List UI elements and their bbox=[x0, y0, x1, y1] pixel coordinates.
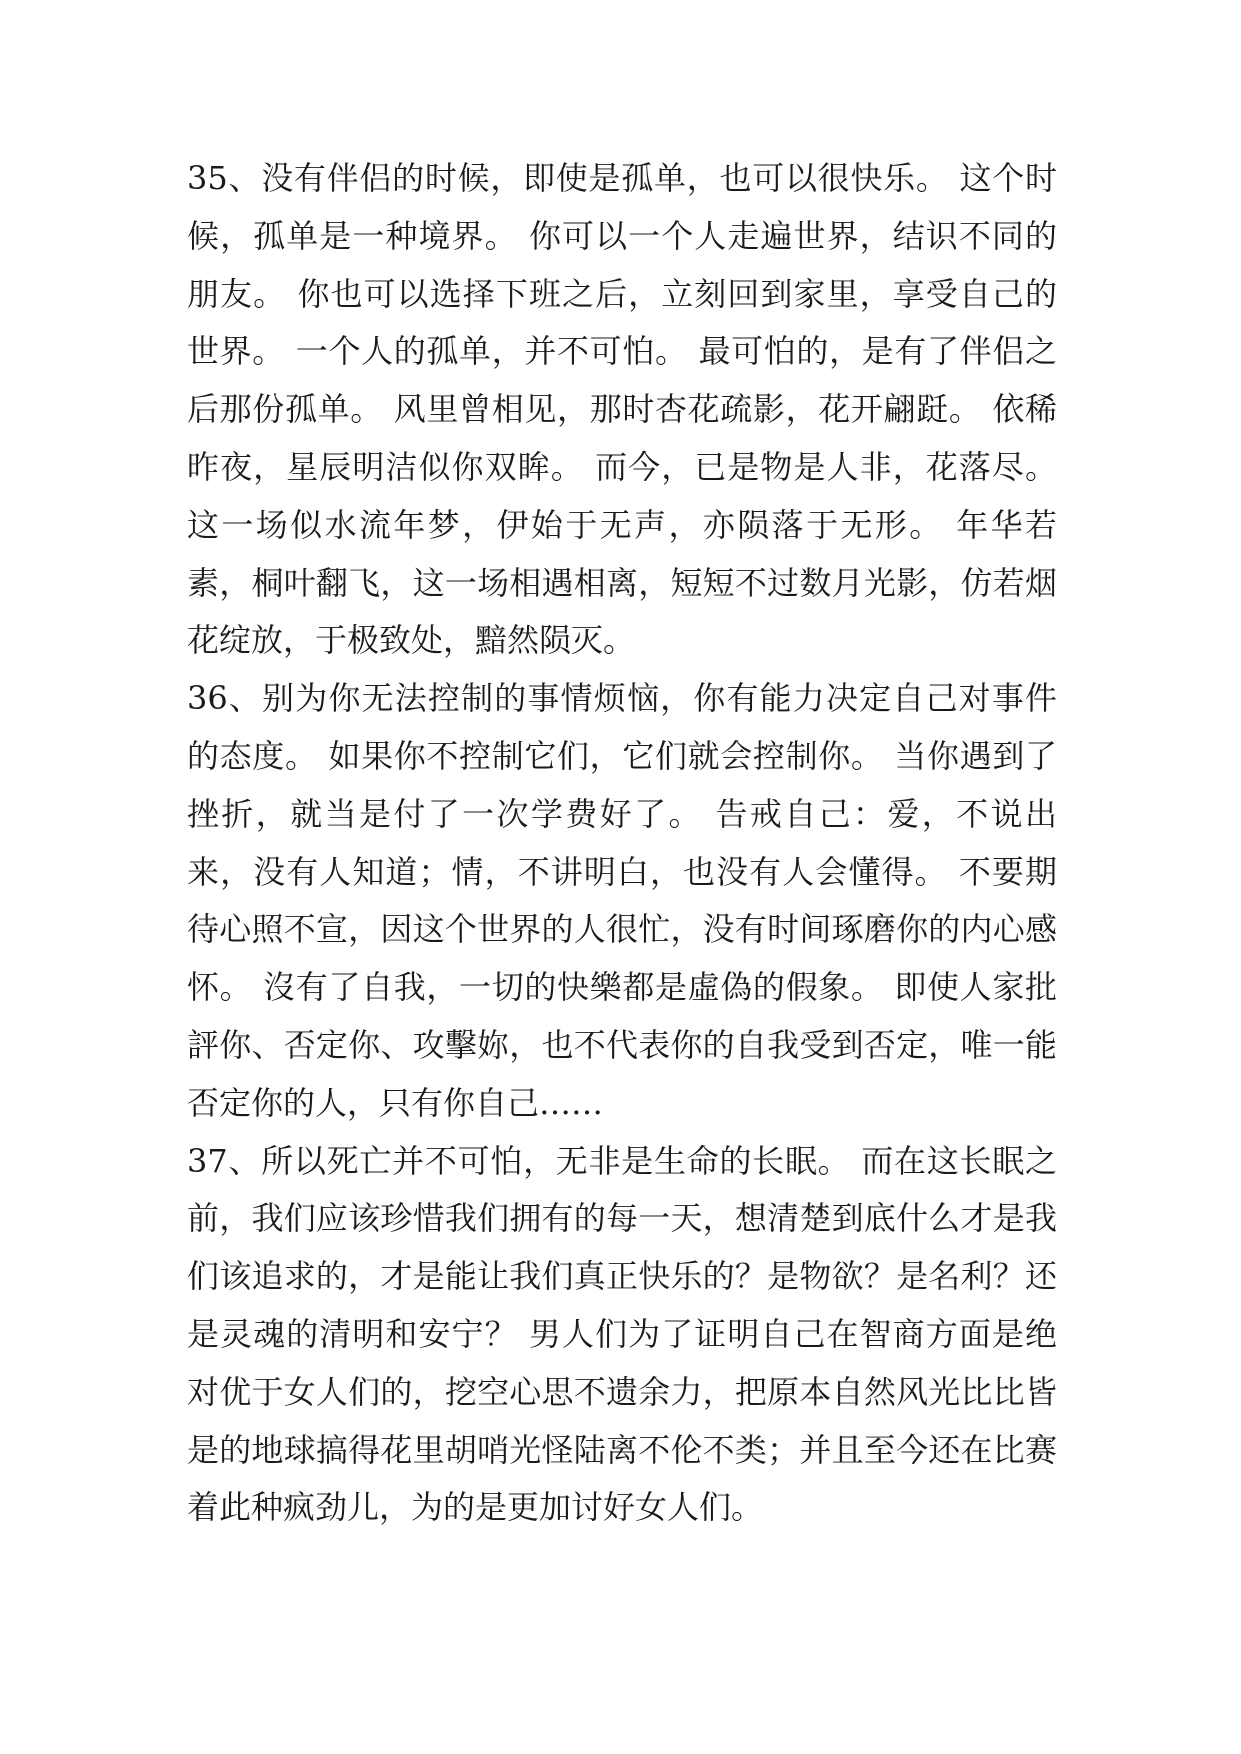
document-body bbox=[187, 150, 1057, 1537]
paragraph-37: 37、所以死亡并不可怕，无非是生命的长眠。 而在这长眠之前，我们应该珍惜我们拥有的每一天，想清楚到底什么才是我们该追求的，才是能让我们真正快乐的？是物欲？是名利？还是灵魂的清明和安宁？ 男人们为了证明自己在智商方面是绝对优于女人们的，挖空心思不遗余力，把原本自然风光比比皆是的地球搞得花里胡哨光怪陆离不伦不类；并且至今还在比赛着此种疯劲儿，为的是更加讨好女人们。 bbox=[187, 1141, 1057, 1527]
paragraph-35: 35、没有伴侣的时候，即使是孤单，也可以很快乐。 这个时候，孤单是一种境界。 你可以一个人走遍世界，结识不同的朋友。 你也可以选择下班之后，立刻回到家里，享受自己的世界。 一个人的孤单，并不可怕。 最可怕的，是有了伴侣之后那份孤单。 风里曾相见，那时杏花疏影，花开翩跹。 依稀昨夜，星辰明洁似你双眸。 而今，已是物是人非，花落尽。 这一场似水流年梦，伊始于无声，亦陨落于无形。 年华若素，桐叶翻飞，这一场相遇相离，短短不过数月光影，仿若烟花绽放，于极致处，黯然陨灭。 bbox=[187, 159, 1057, 660]
paragraph-36: 36、别为你无法控制的事情烦恼，你有能力决定自己对事件的态度。 如果你不控制它们，它们就会控制你。 当你遇到了挫折，就当是付了一次学费好了。 告戒自己：爱，不说出来，没有人知道；情，不讲明白，也没有人会懂得。 不要期待心照不宣，因这个世界的人很忙，没有时间琢磨你的内心感怀。 沒有了自我，一切的快樂都是虛偽的假象。 即使人家批評你、否定你、攻擊妳，也不代表你的自我受到否定，唯一能否定你的人，只有你自己…… bbox=[187, 679, 1057, 1122]
